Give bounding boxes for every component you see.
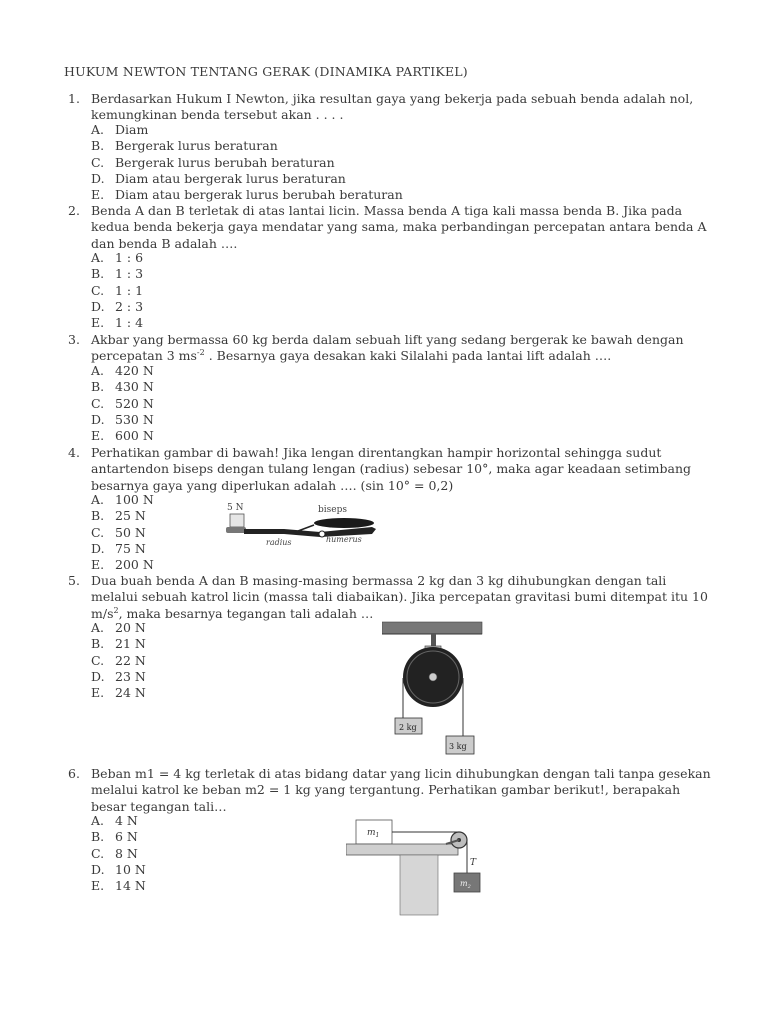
option-e[interactable]: E. 14 N	[91, 878, 146, 894]
table-top	[346, 844, 458, 855]
option-b[interactable]: B. Bergerak lurus beraturan	[91, 138, 278, 154]
option-d[interactable]: D. 23 N	[91, 668, 146, 684]
option-b[interactable]: B. 430 N	[91, 379, 154, 395]
option-c[interactable]: C. 1 : 1	[91, 282, 144, 298]
question-text	[91, 332, 684, 365]
option-b[interactable]: B. 25 N	[91, 508, 146, 524]
options-list	[91, 813, 146, 894]
question-line: Benda A dan B terletak di atas lantai licin. Massa benda A tiga kali massa benda B. Jika pada	[91, 203, 683, 218]
ceiling-beam	[382, 622, 482, 634]
question-line: Berdasarkan Hukum I Newton, jika resultan gaya yang bekerja pada sebuah benda adalah nol,	[91, 91, 694, 106]
biceps-tendon	[298, 525, 314, 531]
question-number: 1.	[68, 91, 80, 106]
question-line: $m/s^2$, maka besarnya tegangan tali adalah …	[91, 605, 374, 621]
option-e[interactable]: E. 24 N	[91, 685, 146, 701]
option-b[interactable]: B. 21 N	[91, 636, 146, 652]
option-d[interactable]: D. 2 : 3	[91, 298, 144, 314]
pulley-axle	[429, 673, 437, 681]
question-number: 6.	[68, 766, 80, 781]
question-line: dan benda B adalah ….	[91, 235, 238, 251]
humerus-label: humerus	[326, 535, 362, 544]
option-c[interactable]: C. 22 N	[91, 652, 146, 668]
weight-block	[230, 514, 244, 527]
options-list	[91, 250, 143, 331]
question-1	[68, 91, 708, 206]
option-d[interactable]: D. Diam atau bergerak lurus beraturan	[91, 170, 346, 186]
option-c[interactable]: C. 50 N	[91, 524, 146, 540]
mass-label-a: 2 kg	[399, 723, 417, 732]
option-c[interactable]: C. Bergerak lurus berubah beraturan	[91, 154, 335, 170]
question-number: 3.	[68, 332, 80, 347]
option-c[interactable]: C. 8 N	[91, 845, 138, 861]
option-a[interactable]: A. 1 : 6	[91, 250, 144, 265]
question-text	[91, 573, 708, 622]
options-list	[91, 492, 154, 573]
option-e[interactable]: E. 600 N	[91, 428, 154, 444]
question-4	[68, 445, 708, 575]
svg-text:m2: $m_2$	[460, 879, 471, 890]
option-e[interactable]: E. 200 N	[91, 557, 154, 573]
question-text	[91, 91, 693, 124]
question-line: Perhatikan gambar di bawah! Jika lengan direntangkan hampir horizontal sehingga sudut	[91, 445, 662, 460]
mass-label-b: 3 kg	[449, 742, 467, 751]
question-line: Akbar yang bermassa 60 kg berda dalam sebuah lift yang sedang bergerak ke bawah dengan	[91, 332, 684, 347]
radius-label: radius	[266, 538, 292, 547]
question-line: Beban m1 = 4 kg terletak di atas bidang datar yang licin dihubungkan dengan tali tanpa gesekan	[91, 766, 711, 781]
option-b[interactable]: B. 1 : 3	[91, 266, 144, 282]
question-text	[91, 766, 711, 815]
tension-label: T	[470, 858, 477, 868]
question-line: melalui sebuah katrol licin (massa tali diabaikan). Jika percepatan gravitasi bumi ditempat itu 10	[91, 589, 708, 605]
option-d[interactable]: D. 75 N	[91, 540, 146, 556]
svg-text:m1: $m_1$	[367, 828, 380, 839]
question-text	[91, 445, 691, 494]
option-a[interactable]: A. Diam	[91, 122, 149, 137]
question-line: besar tegangan tali…	[91, 798, 227, 814]
option-e[interactable]: E. Diam atau bergerak lurus berubah beraturan	[91, 187, 403, 203]
hand	[226, 527, 246, 533]
question-line: kedua benda bekerja gaya mendatar yang sama, maka perbandingan percepatan antara benda A	[91, 219, 707, 235]
option-a[interactable]: A. 20 N	[91, 620, 146, 635]
options-list	[91, 122, 403, 203]
pulley-figure	[382, 620, 484, 760]
question-line: kemungkinan benda tersebut akan . . . .	[91, 107, 344, 123]
question-line: Dua buah benda A dan B masing-masing bermassa 2 kg dan 3 kg dihubungkan dengan tali	[91, 573, 667, 588]
option-c[interactable]: C. 520 N	[91, 395, 154, 411]
option-a[interactable]: A. 420 N	[91, 363, 154, 378]
biceps-muscle	[314, 518, 374, 528]
table-leg	[400, 855, 438, 915]
option-e[interactable]: E. 1 : 4	[91, 315, 144, 331]
question-line: besarnya gaya yang diperlukan adalah …. (sin 10° = 0,2)	[91, 477, 454, 493]
question-3	[68, 332, 708, 447]
question-line: antartendon biseps dengan tulang lengan (radius) sebesar 10°, maka agar keadaan setimbang	[91, 461, 692, 477]
question-2	[68, 203, 708, 333]
question-number: 4.	[68, 445, 80, 460]
question-line: percepatan 3 $ms^{-2}$ . Besarnya gaya desakan kaki Silalahi pada lantai lift adalah ….	[91, 348, 612, 364]
options-list	[91, 620, 146, 701]
option-d[interactable]: D. 530 N	[91, 411, 154, 427]
option-a[interactable]: A. 4 N	[91, 813, 138, 828]
options-list	[91, 363, 154, 444]
question-line: melalui katrol ke beban m2 = 1 kg yang tergantung. Perhatikan gambar berikut!, berapakah	[91, 782, 681, 798]
page-title: HUKUM NEWTON TENTANG GERAK (DINAMIKA PARTIKEL)	[64, 64, 468, 79]
weight-label: 5 N	[227, 503, 244, 513]
question-number: 5.	[68, 573, 80, 588]
option-d[interactable]: D. 10 N	[91, 861, 146, 877]
table-pulley-figure	[346, 818, 496, 916]
biceps-label: biseps	[318, 505, 347, 515]
question-number: 2.	[68, 203, 80, 218]
option-b[interactable]: B. 6 N	[91, 829, 138, 845]
arm-biceps-figure	[222, 498, 382, 550]
elbow-joint	[319, 531, 325, 537]
question-text	[91, 203, 706, 252]
option-a[interactable]: A. 100 N	[91, 492, 154, 507]
